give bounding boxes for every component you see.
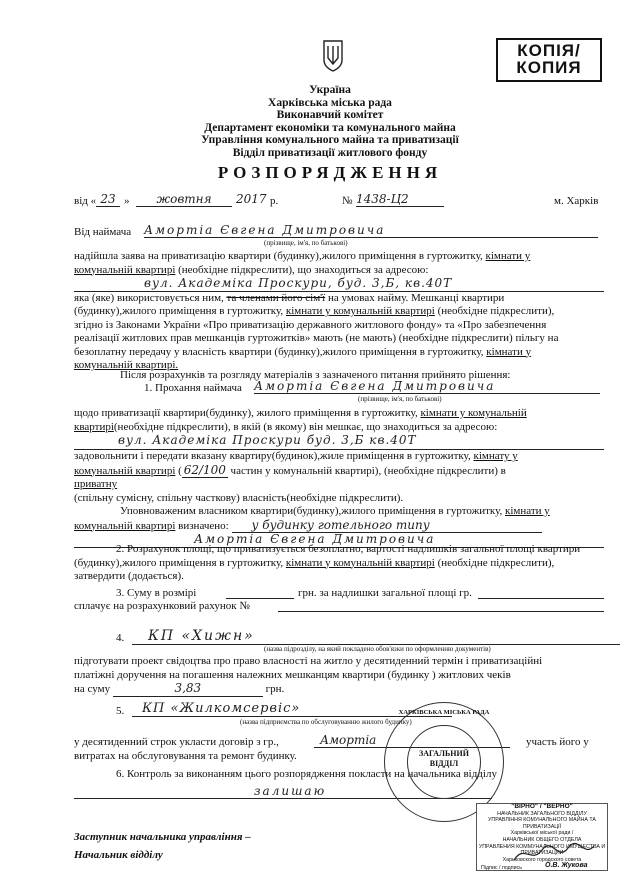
- p4-line1: підготувати проект свідоцтва про право власності на житло у десятиденний термін і приватизаційні: [74, 655, 543, 667]
- copy-stamp-line1: КОПІЯ/: [517, 41, 581, 60]
- p2-kv3: комунальній квартирі: [74, 519, 176, 532]
- signature-scribble-icon: [512, 840, 596, 866]
- round-stamp-center2: ВІДДІЛ: [429, 759, 459, 768]
- p3-room: кімнати у комунальній квартирі: [285, 556, 435, 569]
- verno-line4: НАЧАЛЬНИК ОБЩЕГО ОТДЕЛА: [502, 836, 582, 843]
- p4-sum-label: на суму: [74, 683, 111, 695]
- p1-line3b: на умовах найму. Мешканці квартири: [327, 291, 505, 304]
- p2-line10: визначено:: [178, 519, 229, 532]
- signature-title-1: Заступник начальника управління –: [74, 831, 251, 843]
- p2-private: приватну: [74, 478, 118, 490]
- account-blank: [278, 611, 604, 612]
- date-from-label: від «: [74, 195, 97, 207]
- p1-line4b: (необхідне підкреслити),: [437, 305, 555, 317]
- p3-line3: затвердити (додається).: [74, 570, 184, 582]
- item4-org: КП «Хижн»: [132, 628, 620, 645]
- date-year: 2017: [236, 192, 267, 206]
- verno-title: "ВІРНО" / "ВЕРНО": [511, 803, 573, 810]
- decision-intro: Після розрахунків та розгляду матеріалів з зазначеного питання прийнято рішення:: [120, 369, 511, 381]
- p5-line2: витратах на обслуговування та ремонт будинку.: [74, 750, 297, 762]
- date-day: 23: [96, 192, 120, 207]
- name-caption: (прізвище, ім'я, по батькові): [264, 239, 348, 247]
- paragraph-1: [74, 250, 604, 373]
- p4-line2: платіжні доручення на погашення належних мешканцям квартири (будинку ) житлових чеків: [74, 668, 511, 681]
- page-title: РОЗПОРЯДЖЕННЯ: [217, 163, 443, 182]
- paragraph-4: [74, 655, 604, 697]
- document-header: [150, 84, 510, 159]
- paragraph-5: [74, 733, 604, 766]
- signature-title-2: Начальник відділу: [74, 849, 163, 861]
- sum-rest: грн. за надлишки загальної площі гр.: [298, 587, 472, 599]
- tenant-line: [74, 223, 604, 250]
- verno-line3: Харківської міської ради /: [510, 830, 574, 837]
- header-division: Відділ приватизації житлового фонду: [232, 146, 428, 159]
- p2-kv2: комунальній квартирі: [74, 464, 176, 477]
- p1-room: кімнати у: [485, 250, 531, 262]
- copy-stamp: [496, 38, 602, 82]
- from-tenant-label: Від наймача: [74, 226, 132, 238]
- p2-hand-owner-type: у будинку готельного типу: [232, 519, 542, 534]
- header-country: Україна: [309, 84, 351, 96]
- p1-struck: та членами його сім'ї: [226, 291, 326, 304]
- p2-paren: (: [178, 464, 182, 477]
- sum-line: [74, 587, 604, 601]
- verno-name: О.В. Жукова: [545, 862, 588, 870]
- item1-name-caption: (прізвище, ім'я, по батькові): [358, 395, 442, 403]
- p4-amount: 3,83: [113, 682, 263, 697]
- item5-line: [74, 703, 604, 729]
- p2-line9: Уповноваженим власником квартири(будинку),жилого приміщення в гуртожитку,: [120, 505, 503, 517]
- p1-address: вул. Академіка Проскури, буд. 3,Б, кв.40Т: [74, 277, 604, 292]
- account-label: сплачує на розрахунковий рахунок №: [74, 600, 250, 612]
- p1-line4a: (будинку),жилого приміщення в гуртожитку,: [74, 305, 284, 317]
- signature-block: [74, 828, 251, 864]
- sum-label: 3. Суму в розмірі: [116, 587, 197, 599]
- verno-line5: УПРАВЛЕНИЯ КОММУНАЛЬНОГО ИМУЩЕСТВА И ПРИВАТИЗАЦИИ: [478, 843, 606, 857]
- p2-line2a: щодо приватизації квартири(будинку), жилого приміщення в гуртожитку,: [74, 407, 418, 419]
- verno-line2: УПРАВЛІННЯ КОМУНАЛЬНОГО МАЙНА ТА ПРИВАТИЗАЦІЇ: [488, 817, 596, 830]
- p2-room: кімнати у комунальній: [420, 407, 527, 419]
- p1-room2: кімнати у комунальній квартирі: [285, 305, 435, 317]
- p2-address: вул. Академіка Проскури буд. 3,Б кв.40Т: [74, 434, 604, 450]
- p2-share: 62/100: [183, 462, 226, 477]
- item1-tenant-name: Амортіа Євгена Дмитровича: [254, 379, 600, 394]
- item1-line: [144, 379, 604, 408]
- p2-room2: кімнату у: [473, 450, 518, 462]
- p5-hand-name: Амортіа: [314, 733, 510, 748]
- p3-line1: 2. Розрахунок площі, що приватизується безоплатно, вартості надлишків загальної площі квартири: [116, 543, 581, 555]
- paragraph-3: [74, 543, 604, 584]
- p1-line2: (необхідне підкреслити), що знаходиться за адресою:: [178, 263, 429, 276]
- p3-line2a: (будинку),жилого приміщення в гуртожитку,: [74, 556, 284, 569]
- item4-num: 4.: [116, 632, 125, 644]
- p5-line1a: у десятиденний строк укласти договір з гр.,: [74, 736, 279, 748]
- p1-room3: кімнати у: [486, 345, 532, 358]
- p1-line8: комунальній квартирі.: [74, 359, 179, 371]
- p2-line8: (спільну сумісну, спільну часткову) власність(необхідне підкреслити).: [74, 491, 404, 504]
- copy-stamp-line2: КОПИЯ: [516, 58, 582, 77]
- p1-line6: реалізації житлових прав мешканців гуртожитків» мають (не мають) (необхідне підкреслити) пільгу на: [74, 332, 559, 344]
- p2-hand-owner-name: Амортіа Євгена Дмитровича: [74, 533, 604, 548]
- item5-org: КП «Жилкомсервіс»: [132, 701, 452, 717]
- item1-label: 1. Прохання наймача: [144, 382, 242, 394]
- item5-caption: (назва підприємства по обслуговуванню жилого будинку): [240, 718, 412, 726]
- date-month: жовтня: [136, 192, 232, 207]
- date-sep: »: [124, 195, 130, 207]
- p2-line5a: задовольнити і передати вказану квартиру(будинок),жиле приміщення в гуртожитку,: [74, 450, 471, 462]
- p2-line6: частин у комунальній квартирі), (необхідне підкреслити) в: [230, 464, 506, 477]
- p1-line5: згідно із Законами України «Про приватизацію державного житлового фонду» та «Про забезпечення: [74, 318, 547, 331]
- sum-person-blank: [478, 598, 604, 599]
- p3-line2b: (необхідне підкреслити),: [437, 556, 555, 569]
- city: м. Харків: [554, 195, 599, 207]
- tenant-name: Амортіа Євгена Дмитровича: [144, 223, 598, 238]
- p2-line3: (необхідне підкреслити), в якій (в якому) він мешкає, що знаходиться за адресою:: [113, 420, 498, 433]
- paragraph-6: [74, 768, 604, 804]
- p1-line3a: яка (яке) використовується ним,: [74, 291, 224, 304]
- trident-emblem-icon: [322, 38, 344, 72]
- item4-line: [74, 630, 604, 656]
- round-stamp-center1: ЗАГАЛЬНИЙ: [419, 749, 469, 758]
- paragraph-2: [74, 407, 604, 548]
- p1-communal: комунальній квартирі: [74, 263, 176, 276]
- p6-hand: залишаю: [254, 784, 327, 798]
- header-committee: Виконавчий комітет: [276, 109, 384, 121]
- round-stamp-center: [415, 749, 473, 769]
- doc-number: 1438-Ц2: [356, 192, 444, 207]
- date-year-suffix: р.: [270, 195, 279, 207]
- item4-caption: (назва підрозділу, на який покладено обов'язки по оформленню документів): [264, 645, 491, 653]
- p2-room3: кімнати у: [505, 505, 550, 517]
- sum-blank: [226, 598, 294, 599]
- p6-line1: 6. Контроль за виконанням цього розпорядження покласти на начальника відділу: [116, 768, 497, 780]
- header-directorate: Управління комунального майна та приватизації: [201, 134, 459, 146]
- header-department: Департамент економіки та комунального майна: [204, 121, 456, 134]
- verno-line1: НАЧАЛЬНИК ЗАГАЛЬНОГО ВІДДІЛУ: [497, 810, 587, 817]
- account-line: [74, 600, 604, 614]
- item5-num: 5.: [116, 705, 125, 717]
- round-stamp-ring-text: ХАРКІВСЬКА МІСЬКА РАДА: [398, 709, 490, 716]
- p1-line1: надійшла заява на приватизацію квартири (будинку),жилого приміщення в гуртожитку,: [74, 250, 483, 262]
- verno-line6: Харьковского городского совета: [502, 856, 582, 863]
- header-council: Харківська міська рада: [268, 96, 392, 109]
- p4-currency: грн.: [265, 683, 285, 695]
- doc-number-label: №: [342, 195, 353, 207]
- p2-kv: квартирі: [74, 420, 114, 433]
- p1-line7a: безоплатну передачу у власність квартири (будинку),жилого приміщення в гуртожитку,: [74, 345, 484, 358]
- verno-sign-label: Підпис / подпись: [481, 865, 522, 872]
- p5-line1b: участь його у: [526, 736, 589, 748]
- dateline: [74, 194, 604, 210]
